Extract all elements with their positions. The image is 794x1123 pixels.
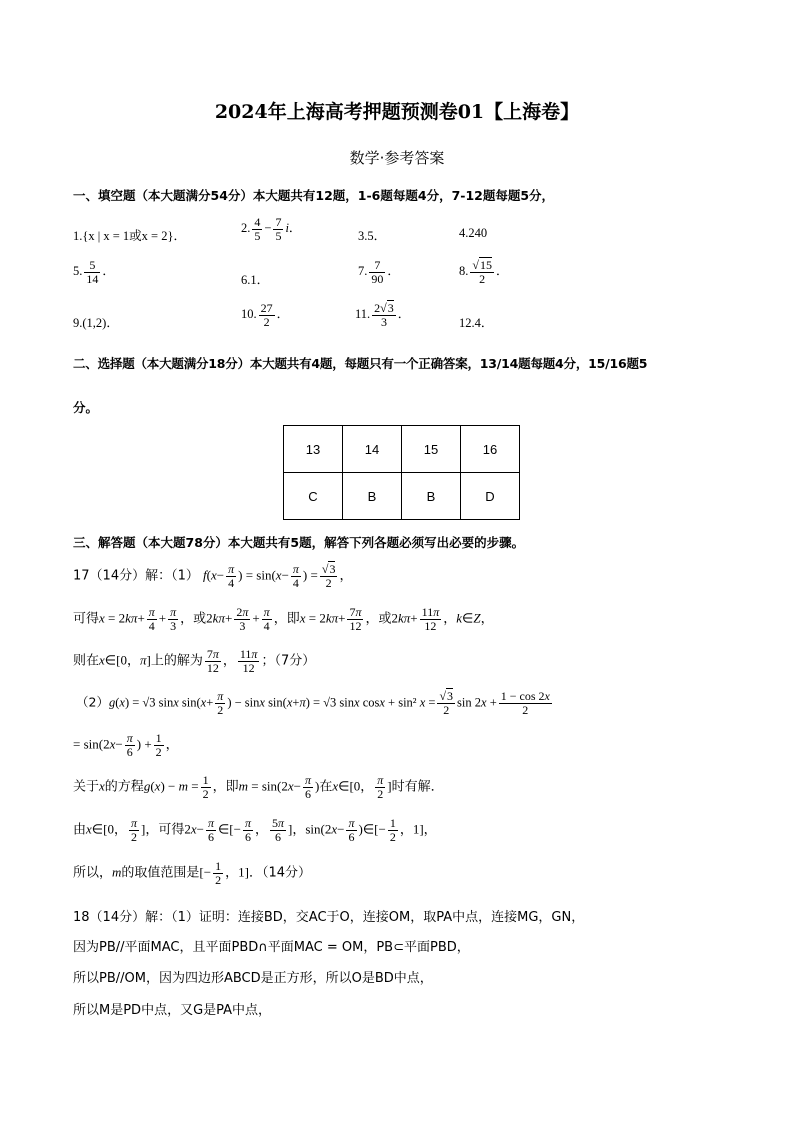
q17-line3: 则在x∈[0，π]上的解为 $\frac{7\pi}{12}$ ， $\frac{11\pi}{12}$ ；（7分） bbox=[73, 647, 316, 675]
fraction: $\frac{2\pi}{3}$ bbox=[236, 605, 249, 633]
text: ；（7分） bbox=[261, 653, 316, 669]
q17-line8: 所以，m的取值范围是[− $\frac{1}{2}$ ，1]．（14分） bbox=[73, 859, 311, 887]
answer-4: 4.240 bbox=[459, 226, 488, 240]
fraction: $\frac{\pi}{4}$ bbox=[263, 605, 270, 633]
fraction: $\frac{\pi}{2}$ bbox=[217, 689, 224, 717]
answer-10-label: 10. bbox=[241, 306, 257, 321]
answer-1: 1.{x | x = 1或x = 2}． bbox=[73, 229, 186, 243]
text: 由 bbox=[73, 822, 87, 838]
text: 可得 bbox=[73, 611, 100, 627]
section2-heading-cont: 分。 bbox=[73, 400, 99, 415]
table-cell: 15 bbox=[402, 426, 461, 473]
fraction: $\frac{\pi}{2}$ bbox=[377, 773, 384, 801]
fraction: $\frac{\pi}{2}$ bbox=[130, 816, 137, 844]
fraction: $\frac{\pi}{6}$ bbox=[244, 816, 251, 844]
text: ，即 bbox=[273, 611, 300, 627]
text: 的取值范围是 bbox=[121, 865, 200, 881]
answer-6: 6.1． bbox=[241, 273, 270, 287]
fraction: $\frac{2√3}{3}$ bbox=[374, 301, 394, 329]
q17-line4: （2）g(x) = √3 sinx sin(x+ $\frac{\pi}{2}$ ) − sinx sin(x+π) = √3 sinx cosx + sin² x = $\frac{√3}{2}$ sin 2x + $\frac{1 - \cos 2x}{2}$ bbox=[76, 689, 550, 717]
page-title: 2024年上海高考押题预测卷01【上海卷】 bbox=[214, 101, 580, 123]
answer-12: 12.4． bbox=[459, 316, 494, 330]
q18-line1: 18（14分）解：（1）证明：连接BD，交AC于O，连接OM，取PA中点，连接MG，GN， bbox=[73, 910, 585, 925]
fraction: $\frac{7\pi}{12}$ bbox=[349, 605, 362, 633]
fraction: $\frac{\pi}{4}$ bbox=[148, 605, 155, 633]
table-cell: C bbox=[284, 473, 343, 520]
q17-line7: 由x∈[0， $\frac{\pi}{2}$ ]，可得2x− $\frac{\pi}{6}$ ∈[− $\frac{\pi}{6}$ ， $\frac{5\pi}{6}$ ]，sin(2x− $\frac{\pi}{6}$ )∈[− $\frac{1}{2}$ ，1]， bbox=[73, 816, 437, 844]
answer-7-label: 7. bbox=[358, 263, 368, 278]
fraction: $\frac{\pi}{6}$ bbox=[207, 816, 214, 844]
answer-2-label: 2. bbox=[241, 220, 251, 235]
fraction: $\frac{√3}{2}$ bbox=[439, 689, 454, 717]
fraction: $\frac{\pi}{4}$ bbox=[292, 562, 299, 590]
answer-2: 2. $\frac{4}{5}$ − $\frac{7}{5}$ i． bbox=[241, 215, 302, 243]
choice-answer-table bbox=[283, 425, 520, 520]
fraction: $\frac{\pi}{6}$ bbox=[126, 731, 133, 759]
text: ，可得 bbox=[145, 822, 185, 838]
fraction: $\frac{11\pi}{12}$ bbox=[239, 647, 258, 675]
answer-3: 3.5． bbox=[358, 229, 387, 243]
fraction: $\frac{1}{2}$ bbox=[155, 731, 162, 759]
fraction: $\frac{\pi}{6}$ bbox=[348, 816, 355, 844]
answer-5-label: 5. bbox=[73, 263, 83, 278]
fraction: $\frac{\pi}{4}$ bbox=[228, 562, 235, 590]
table-row bbox=[284, 473, 520, 520]
section2-heading: 二、选择题（本大题满分18分）本大题共有4题，每题只有一个正确答案，13/14题每题4分，15/16题5 bbox=[73, 356, 648, 371]
table-cell: B bbox=[402, 473, 461, 520]
fraction: $\frac{√3}{2}$ bbox=[321, 562, 336, 590]
fraction: $\frac{1 - \cos 2x}{2}$ bbox=[500, 689, 550, 717]
text: ，或 bbox=[365, 611, 392, 627]
fraction: $\frac{\pi}{3}$ bbox=[170, 605, 177, 633]
q17-line1: 17（14分）解：（1） f(x− $\frac{\pi}{4}$ ) = sin(x− $\frac{\pi}{4}$ ) = $\frac{√3}{2}$ ， bbox=[73, 562, 353, 590]
table-cell: 13 bbox=[284, 426, 343, 473]
table-cell: D bbox=[461, 473, 520, 520]
answer-5: 5. $\frac{5}{14}$ ． bbox=[73, 258, 115, 286]
fraction: $\frac{1}{2}$ bbox=[202, 773, 209, 801]
fraction: $\frac{√15}{2}$ bbox=[472, 258, 492, 286]
answer-8-label: 8. bbox=[459, 263, 469, 278]
answer-9: 9.(1,2)． bbox=[73, 316, 119, 330]
fraction: $\frac{\pi}{6}$ bbox=[304, 773, 311, 801]
section1-heading: 一、填空题（本大题满分54分）本大题共有12题，1-6题每题4分，7-12题每题5分， bbox=[73, 188, 555, 203]
fraction: $\frac{7\pi}{12}$ bbox=[206, 647, 219, 675]
fraction: $\frac{4}{5}$ bbox=[254, 215, 261, 243]
fraction: $\frac{27}{2}$ bbox=[260, 301, 273, 329]
q17-line2: 可得x = 2kπ+ $\frac{\pi}{4}$ + $\frac{\pi}{3}$ ，或2kπ+ $\frac{2\pi}{3}$ + $\frac{\pi}{4}$ ，即x = 2kπ+ $\frac{7\pi}{12}$ ，或2kπ+ $\frac{11\pi}{12}$ ，k∈Z， bbox=[73, 605, 494, 633]
text: 的方程 bbox=[104, 779, 144, 795]
table-row bbox=[284, 426, 520, 473]
fraction: $\frac{11\pi}{12}$ bbox=[421, 605, 440, 633]
q17-line5: = sin(2x− $\frac{\pi}{6}$ ) + $\frac{1}{2}$ ， bbox=[73, 731, 179, 759]
table-cell: 14 bbox=[343, 426, 402, 473]
fraction: $\frac{5}{14}$ bbox=[86, 258, 99, 286]
page-subtitle: 数学·参考答案 bbox=[349, 149, 445, 167]
table-cell: 16 bbox=[461, 426, 520, 473]
q18-line2: 因为PB//平面MAC，且平面PBD∩平面MAC = OM，PB⊂平面PBD， bbox=[73, 940, 470, 955]
fraction: $\frac{7}{5}$ bbox=[275, 215, 282, 243]
fraction: $\frac{1}{2}$ bbox=[389, 816, 396, 844]
fraction: $\frac{1}{2}$ bbox=[215, 859, 222, 887]
text: 上的解为 bbox=[150, 653, 203, 669]
answer-8: 8. $\frac{√15}{2}$ ． bbox=[459, 258, 509, 286]
fraction: $\frac{7}{90}$ bbox=[371, 258, 384, 286]
text: （2） bbox=[76, 694, 109, 710]
text: ．（14分） bbox=[248, 865, 311, 881]
q18-line3: 所以PB//OM，因为四边形ABCD是正方形，所以O是BD中点， bbox=[73, 971, 433, 986]
text: 时有解． bbox=[391, 779, 444, 795]
answer-10: 10. $\frac{27}{2}$ ． bbox=[241, 301, 290, 329]
section3-heading: 三、解答题（本大题78分）本大题共有5题，解答下列各题必须写出必要的步骤。 bbox=[73, 535, 525, 550]
text: 则在 bbox=[73, 653, 100, 669]
text: ，或 bbox=[180, 611, 207, 627]
table-cell: B bbox=[343, 473, 402, 520]
fraction: $\frac{5\pi}{6}$ bbox=[272, 816, 285, 844]
q17-label: 17（14分）解：（1） bbox=[73, 568, 199, 584]
q18-line4: 所以M是PD中点，又G是PA中点， bbox=[73, 1003, 272, 1018]
answer-11: 11. $\frac{2√3}{3}$ ． bbox=[355, 301, 411, 329]
answer-11-label: 11. bbox=[355, 306, 371, 321]
text: 所以， bbox=[73, 865, 113, 881]
answer-7: 7. $\frac{7}{90}$ ． bbox=[358, 258, 400, 286]
q17-line6: 关于x的方程g(x) − m = $\frac{1}{2}$ ，即m = sin(2x− $\frac{\pi}{6}$ )在x∈[0， $\frac{\pi}{2}$ ]时有解． bbox=[73, 773, 444, 801]
text: 关于 bbox=[73, 779, 100, 795]
